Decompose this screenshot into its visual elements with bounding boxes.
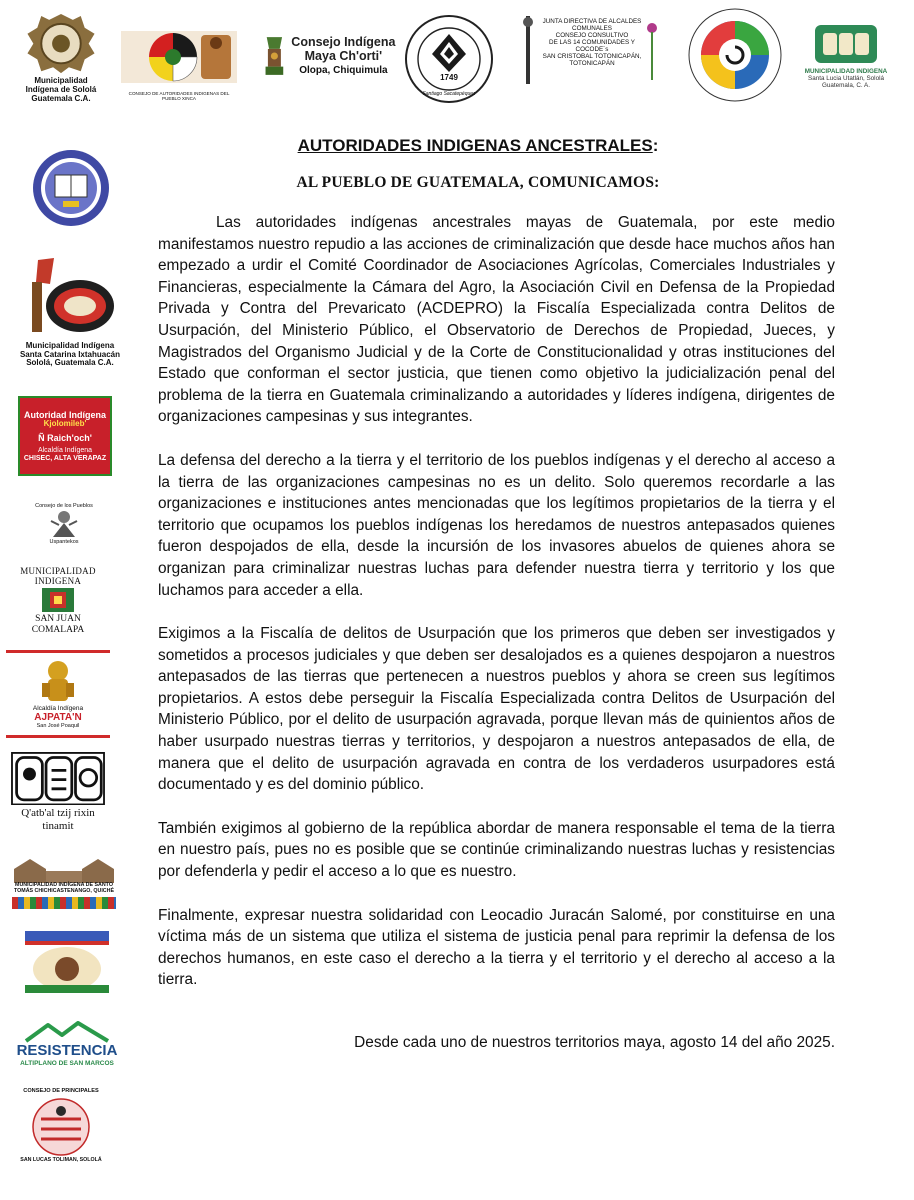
document-title [160,136,796,156]
logo-santo-tomas [8,846,120,918]
uspantekos-bottom-text: Uspantekos [49,539,79,545]
logo-san-lucas [16,1082,106,1172]
comalapa-emblem-icon [40,586,76,614]
chorti-name: Consejo Indígena Maya Ch'orti' [291,35,396,64]
totonicapan-flower-icon [646,14,658,86]
chorti-place: Olopa, Chiquimula [299,65,388,77]
logo-santa-catarina [18,250,122,372]
xinca-caption: CONSEJO DE AUTORIDADES INDIGENAS DEL PUEBLO XINCA [128,90,230,101]
logo-santa-lucia [796,16,896,96]
body-paragraph-5: Finalmente, expresar nuestra solidaridad con Leocadio Juracán Salomé, por constituirse en una víctima más de un sistema que utiliza el sistema de justicia penal para reprimir la defensa de los derechos humanos, en este caso el derecho a la tierra y el territorio y el derecho al acceso a la tierra. [158,906,835,989]
totonicapan-figure-icon [520,14,538,86]
body-paragraph-1: Las autoridades indígenas ancestrales mayas de Guatemala, por este medio manifestamos nuestro repudio a las acciones de criminalización que desde hace muchos años han empezado a urdir el Comité Coordinador de Asociaciones Agrícolas, Comerciales Industriales y Financieras, especialmente la Cámara del Agro, la Asociación Civil en Defensa de la Propiedad Privada y Contra del Prevaricato (ACDEPRO) la Fiscalía Especializada contra Delitos de Usurpación, del Ministerio Público, el Observatorio de Derechos de Propiedad, Jueces, y Magistrados del Organismo Judicial y de la Corte de Constitucionalidad y otras instituciones del Estado que conforman el sector justicia, que tienen como objetivo la judicialización penal del problema de la tierra en Guatemala criminalizando a autoridades y líderes indígena, dirigentes de organizaciones campesinas y sus integrantes. [158,214,835,426]
san-lucas-ring-bottom: SAN LUCAS TOLIMAN, SOLOLÁ [20,1157,102,1163]
sacatepequez-ring-text: Santiago Sacatepéquez [422,91,476,97]
santo-tomas-church-icon [10,855,118,883]
logo-weaving [24,930,110,994]
uspantekos-figure-icon [49,509,79,539]
logo-totonicapan [520,14,658,92]
uspantekos-top-text: Consejo de los Pueblos [35,502,93,509]
document-subtitle: AL PUEBLO DE GUATEMALA, COMUNICAMOS: [296,174,660,191]
gear-book-emblem-icon [29,147,113,229]
closing-line: Desde cada uno de nuestros territorios maya, agosto 14 del año 2025. [354,1034,835,1051]
chisec-line-4: Alcaldía Indígena [37,446,93,454]
logo-sacatepequez [402,12,496,106]
solola-emblem-icon [23,12,99,75]
santa-catarina-emblem-icon [24,254,116,340]
comalapa-line-2: SAN JUAN [35,614,81,625]
santa-lucia-emblem-icon [813,23,879,65]
totonicapan-line-1: JUNTA DIRECTIVA DE ALCALDES COMUNALES [542,18,642,33]
chorti-emblem-icon [262,20,287,92]
colorful-circle-emblem-icon [683,7,787,103]
document-body [158,212,835,1013]
body-paragraph-4: También exigimos al gobierno de la república abordar de manera responsable el tema de la tierra en nuestro país, pues no es posible que se continúe criminalizando nuestras luchas y resistencias por defenderla y pedir el acceso a lo que es nuestro. [158,819,835,881]
chisec-line-5: CHISEC, ALTA VERAPAZ [23,454,107,462]
xinca-emblem-icon [121,23,237,89]
comalapa-line-1: MUNICIPALIDAD INDIGENA [20,566,96,587]
mountains-icon [22,1021,112,1043]
qatbal-caption: Q'atb'al tzij rixin tinamit [21,807,95,832]
ajpatan-line-2: AJPATA'N [34,711,82,723]
resistencia-subtitle: ALTIPLANO DE SAN MARCOS [20,1059,114,1067]
santa-lucia-line-2: Santa Lucia Utatlán, Sololá [808,74,884,82]
logo-circle-color [682,6,788,104]
logo-chisec [18,396,112,476]
solola-caption: Municipalidad Indígena de Sololá Guatemala C.A. [25,76,97,104]
logo-qatbal [6,752,110,832]
weaving-emblem-icon [25,931,109,993]
totonicapan-line-3: DE LAS 14 COMUNIDADES Y COCODE´s [549,39,635,54]
sacatepequez-year: 1749 [440,73,458,82]
santo-tomas-weave-band [12,897,116,909]
document-title-text: AUTORIDADES INDIGENAS ANCESTRALES [297,136,653,155]
santa-lucia-line-3: Guatemala, C. A. [822,82,870,90]
logo-pueblo-xinca [120,20,238,104]
document-title-punct: : [652,136,659,155]
totonicapan-line-4: SAN CRISTOBAL TOTONICAPÁN, TOTONICAPÁN [542,53,642,68]
chisec-line-2: Kjolomileb' [43,418,87,428]
totonicapan-line-2: CONSEJO CONSULTIVO [555,32,629,40]
santa-catarina-caption: Municipalidad Indígena Santa Catarina Ixtahuacán Sololá, Guatemala C.A. [19,340,121,368]
santa-lucia-line-1: MUNICIPALIDAD INDIGENA [804,67,888,75]
ajpatan-line-3: San José Poaquil [36,723,80,730]
chisec-line-3: Ñ Raich'och' [38,432,92,443]
santo-tomas-caption: MUNICIPALIDAD INDÍGENA DE SANTO TOMÁS CHICHICASTENANGO, QUICHÉ [14,881,114,894]
resistencia-title: RESISTENCIA [16,1041,118,1059]
chisec-line-1: Autoridad Indígena [24,409,106,420]
ajpatan-line-1: Alcaldía Indígena [32,704,84,712]
logo-uspantekos [26,496,102,552]
ajpatan-figure-icon [36,659,80,705]
body-paragraph-3: Exigimos a la Fiscalía de delitos de Usurpación que los primeros que deben ser investigados y sometidos a procesos judiciales y que deben ser desalojados es a quienes despojaron a nuestros antepasados de las tierras que pertenecen a nuestros pueblos y ahora se creen sus legítimos propietarios. A estos debe perseguir la Fiscalía Especializada contra Delitos de Usurpación del Ministerio Público, por el delito de usurpación agravada, porque llevan más de quinientos años de haber usurpado nuestras tierras y territorios, y despojaron a nuestros antepasados de ella, de manera que el delito de usurpación agravada en contra de los verdaderos usurpadores está documentado y es del dominio público. [158,625,835,794]
san-lucas-ring-top: CONSEJO DE PRINCIPALES [23,1088,99,1094]
logo-ajpatan [6,650,110,738]
logo-resistencia [14,1016,120,1072]
logo-solola [20,12,102,104]
logo-chorti [262,18,398,94]
comalapa-line-3: COMALAPA [31,625,85,636]
body-paragraph-2: La defensa del derecho a la tierra y el territorio de los pueblos indígenas y el derecho al acceso a la tierra de las organizaciones campesinas no es un delito. Solo queremos recordarle a las organizaciones e instituciones antes mencionadas que los legítimos propietarios de la tierra y el territorio que ocupamos los pueblos indígenas los heredamos de nuestros antepasados quienes fueron despojados de ella, desde la incursión de los invasores abuelos de quienes ahora se organizan para criminalizar nuestras luchas para defender nuestra tierra y territorio y los que luchamos para acceder a ella. [158,451,835,599]
logo-gear-book [28,146,114,230]
logo-comalapa [10,564,106,638]
qatbal-glyphs-icon [7,752,109,805]
